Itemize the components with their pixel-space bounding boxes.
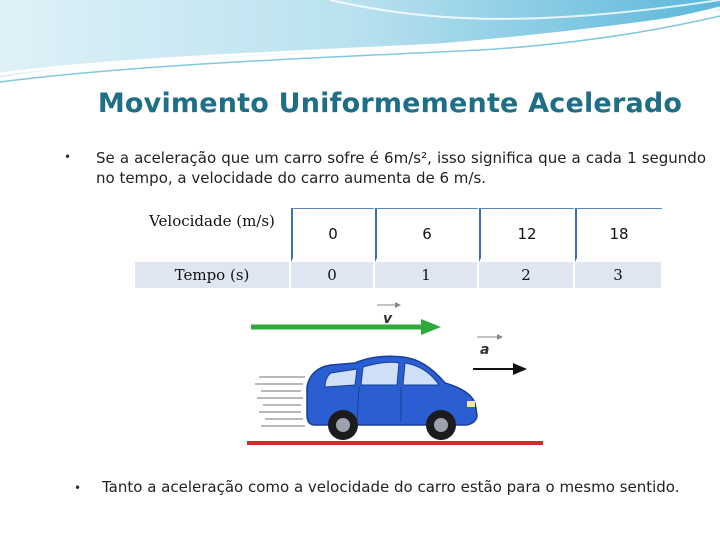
table-cell: 0 bbox=[291, 262, 375, 288]
slide-title: Movimento Uniformemente Acelerado bbox=[97, 88, 683, 119]
table-cell: 6 bbox=[375, 208, 479, 262]
row-label-time: Tempo (s) bbox=[135, 262, 291, 288]
table-cell: 18 bbox=[575, 208, 663, 262]
velocity-label: v bbox=[383, 311, 393, 327]
table-cell: 0 bbox=[291, 208, 375, 262]
table-cell: 12 bbox=[479, 208, 575, 262]
table-cell: 3 bbox=[575, 262, 663, 288]
car-motion-illustration bbox=[245, 297, 545, 453]
bullet-marker: • bbox=[64, 150, 72, 164]
header-wave-decoration bbox=[0, 0, 720, 90]
bullet-marker: • bbox=[74, 481, 82, 495]
row-label-velocity: Velocidade (m/s) bbox=[135, 208, 291, 262]
table-cell: 1 bbox=[375, 262, 479, 288]
velocity-time-table bbox=[135, 208, 663, 288]
acceleration-label: a bbox=[480, 342, 490, 358]
table-row-time bbox=[135, 262, 663, 288]
paragraph-same-direction: Tanto a aceleração como a velocidade do carro estão para o mesmo sentido. bbox=[102, 478, 680, 496]
paragraph-acceleration-definition: Se a aceleração que um carro sofre é 6m/s², isso significa que a cada 1 segundo no tempo, a velocidade do carro aumenta de 6 m/s. bbox=[96, 149, 706, 187]
table-row-velocity bbox=[135, 208, 663, 262]
table-cell: 2 bbox=[479, 262, 575, 288]
